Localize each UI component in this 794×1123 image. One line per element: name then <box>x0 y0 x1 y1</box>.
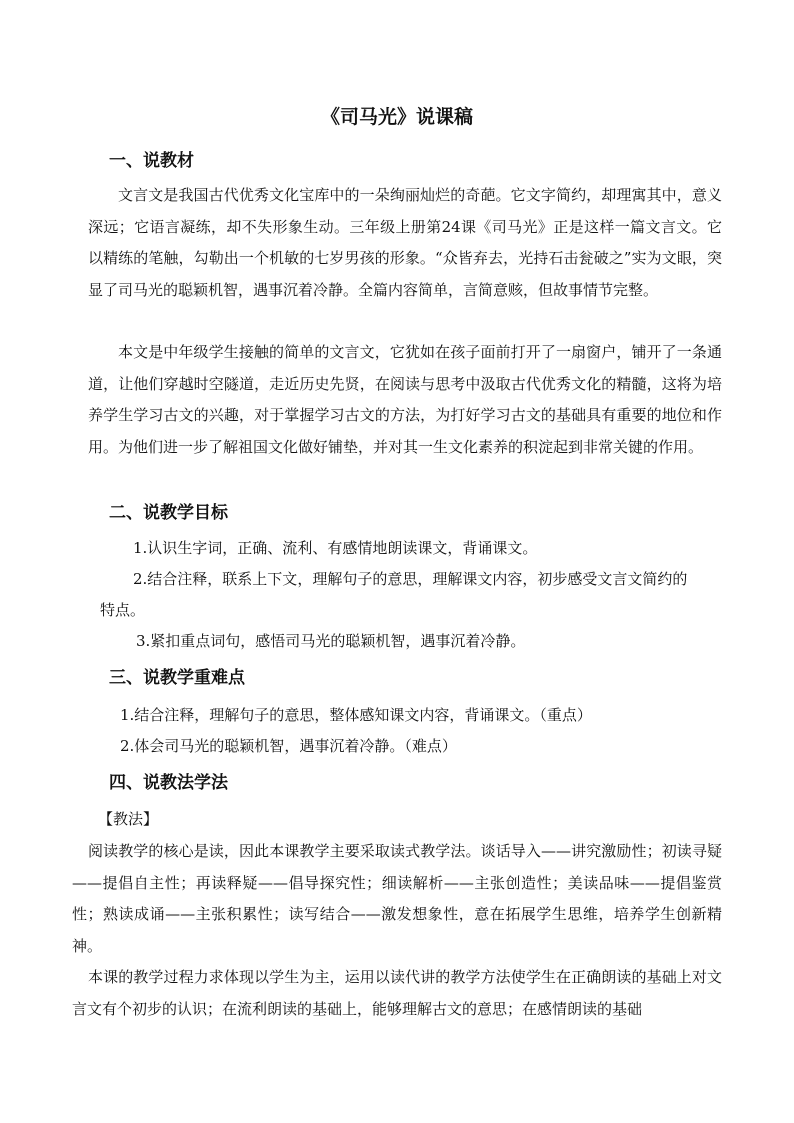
section-heading-methods: 四、说教法学法 <box>109 773 228 793</box>
objective-item-1: 1.认识生字词，正确、流利、有感情地朗读课文，背诵课文。 <box>133 539 538 557</box>
section-heading-objectives: 二、说教学目标 <box>109 503 228 523</box>
objective-item-2-continued: 特点。 <box>100 601 146 619</box>
paragraph-teaching-method: 阅读教学的核心是读，因此本课教学主要采取读式教学法。谈话导入——讲究激励性；初读寻疑——提倡自主性；再读释疑——倡导探究性；细读解析——主张创造性；美读品味——提倡鉴赏性；熟读成诵——主张积累性；读写结合——激发想象性，意在拓展学生思维，培养学生创新精神。 <box>72 842 722 955</box>
paragraph-textbook-significance: 本文是中年级学生接触的简单的文言文，它犹如在孩子面前打开了一扇窗户，铺开了一条通道，让他们穿越时空隧道，走近历史先贤，在阅读与思考中汲取古代优秀文化的精髓，这将为培养学生学习古文的兴趣，对于掌握学习古文的方法，为打好学习古文的基础具有重要的地位和作用。为他们进一步了解祖国文化做好铺垫，并对其一生文化素养的积淀起到非常关键的作用。 <box>88 343 722 456</box>
objective-item-2: 2.结合注释，联系上下文，理解句子的意思，理解课文内容，初步感受文言文简约的 <box>133 570 688 588</box>
section-heading-textbook: 一、说教材 <box>109 151 194 171</box>
teaching-method-tag: 【教法】 <box>98 810 159 828</box>
objective-item-3: 3.紧扣重点词句，感悟司马光的聪颖机智，遇事沉着冷静。 <box>136 632 526 650</box>
paragraph-teaching-process: 本课的教学过程力求体现以学生为主，运用以读代讲的教学方法使学生在正确朗读的基础上对文言文有个初步的认识；在流利朗读的基础上，能够理解古文的意思；在感情朗读的基础 <box>72 968 722 1018</box>
key-point-item-2: 2.体会司马光的聪颖机智，遇事沉着冷静。（难点） <box>120 737 457 755</box>
document-title: 《司马光》说课稿 <box>320 106 473 128</box>
paragraph-textbook-intro: 文言文是我国古代优秀文化宝库中的一朵绚丽灿烂的奇葩。它文字简约，却理寓其中，意义深远；它语言凝练，却不失形象生动。三年级上册第24课《司马光》正是这样一篇文言文。它以精练的笔触，勾勒出一个机敏的七岁男孩的形象。“众皆弃去，光持石击瓮破之”实为文眼，突显了司马光的聪颖机智，遇事沉着冷静。全篇内容简单，言简意赅，但故事情节完整。 <box>88 186 722 299</box>
key-point-item-1: 1.结合注释，理解句子的意思，整体感知课文内容，背诵课文。（重点） <box>120 706 592 724</box>
section-heading-key-difficult-points: 三、说教学重难点 <box>109 668 245 688</box>
